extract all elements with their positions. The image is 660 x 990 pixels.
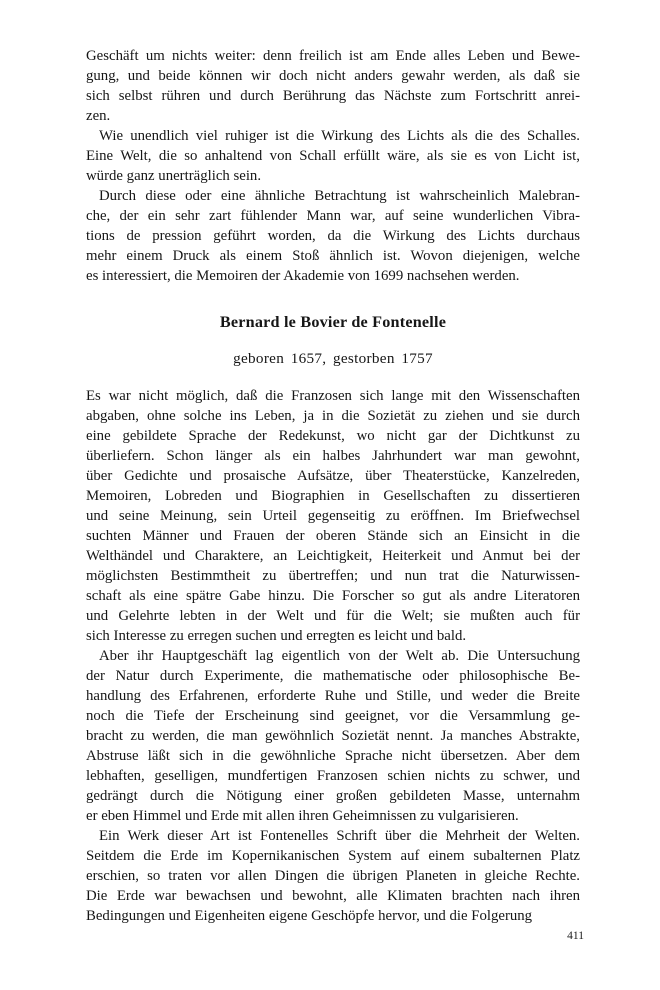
text-line: noch die Tiefe der Erscheinung sind geeignet, vor die Versammlung ge- bbox=[86, 708, 580, 724]
text-line: Seitdem die Erde im Kopernikanischen System auf einem subalternen Platz bbox=[86, 848, 580, 864]
text-line: Welthändel und Charaktere, an Leichtigkeit, Heiterkeit und Anmut bei der bbox=[86, 548, 580, 564]
text-line: über Gedichte und prosaische Aufsätze, über Theaterstücke, Kanzelreden, bbox=[86, 468, 580, 484]
text-line: würde ganz unerträglich sein. bbox=[86, 168, 262, 184]
section-subheading: geboren 1657, gestorben 1757 bbox=[233, 350, 433, 367]
text-line: bracht zu werden, die man gewöhnlich Sozietät nennt. Ja manches Abstrakte, bbox=[86, 728, 580, 744]
text-line: Eine Welt, die so anhaltend von Schall erfüllt wäre, als sie es von Licht ist, bbox=[86, 148, 580, 164]
text-line: überliefern. Schon länger als ein halbes Jahrhundert war man gewohnt, bbox=[86, 448, 580, 464]
text-line: Geschäft um nichts weiter: denn freilich ist am Ende alles Leben und Bewe- bbox=[86, 48, 580, 64]
text-line: abgaben, ohne solche ins Leben, ja in die Sozietät zu ziehen und sie durch bbox=[86, 408, 580, 424]
paragraphs-before-heading bbox=[86, 46, 580, 286]
paragraph bbox=[86, 186, 580, 286]
text-line: Abstruse läßt sich in die gewöhnliche Sprache nicht übersetzen. Aber dem bbox=[86, 748, 580, 764]
text-line: und Gelehrte lebten in der Welt und für die Welt; sie mußten auch für bbox=[86, 608, 580, 624]
paragraph bbox=[86, 46, 580, 126]
text-line: es interessiert, die Memoiren der Akademie von 1699 nachsehen werden. bbox=[86, 268, 520, 284]
paragraphs-after-heading bbox=[86, 386, 580, 926]
text-line: tions de pression geführt worden, da die Wirkung des Lichts durchaus bbox=[86, 228, 580, 244]
text-line: che, der ein sehr zart fühlender Mann war, auf seine wunderlichen Vibra- bbox=[86, 208, 580, 224]
text-line: Es war nicht möglich, daß die Franzosen sich lange mit den Wissenschaften bbox=[86, 388, 580, 404]
text-line: handlung des Erfahrenen, erforderte Ruhe und Stille, und weder die Breite bbox=[86, 688, 580, 704]
text-line: gung, und beide können wir doch nicht anders gewahr werden, als daß sie bbox=[86, 68, 580, 84]
text-line: Ein Werk dieser Art ist Fontenelles Schrift über die Mehrheit der Welten. bbox=[99, 828, 580, 844]
text-column bbox=[86, 46, 580, 926]
text-line: Memoiren, Lobreden und Biographien in Gesellschaften zu dissertieren bbox=[86, 488, 580, 504]
paragraph bbox=[86, 826, 580, 926]
text-line: eine gebildete Sprache der Redekunst, wo nicht gar der Dichtkunst zu bbox=[86, 428, 580, 444]
text-line: er eben Himmel und Erde mit allen ihren Geheimnissen zu vulgarisieren. bbox=[86, 808, 519, 824]
paragraph bbox=[86, 386, 580, 646]
text-line: lebhaften, geselligen, mundfertigen Franzosen schien nichts zu schwer, und bbox=[86, 768, 580, 784]
text-line: Aber ihr Hauptgeschäft lag eigentlich von der Welt ab. Die Untersuchung bbox=[99, 648, 580, 664]
paragraph bbox=[86, 646, 580, 826]
text-line: sich selbst rühren und durch Berührung das Nächste zum Fortschritt anrei- bbox=[86, 88, 580, 104]
section-heading: Bernard le Bovier de Fontenelle bbox=[219, 313, 447, 331]
text-line: Wie unendlich viel ruhiger ist die Wirkung des Lichts als die des Schalles. bbox=[99, 128, 580, 144]
paragraph bbox=[86, 126, 580, 186]
text-line: Die Erde war bewachsen und bewohnt, alle Klimaten brachten nach ihren bbox=[86, 888, 580, 904]
text-line: mehr einem Druck als einem Stoß ähnlich ist. Wovon diejenigen, welche bbox=[86, 248, 580, 264]
text-line: Bedingungen und Eigenheiten eigene Geschöpfe hervor, und die Folgerung bbox=[86, 908, 533, 924]
text-line: sich Interesse zu erregen suchen und erregten es leicht und bald. bbox=[86, 628, 467, 644]
text-line: erschien, so traten vor allen Dingen die übrigen Planeten in gleiche Rechte. bbox=[86, 868, 580, 884]
text-line: möglichsten Bestimmtheit zu übertreffen; und nun trat die Naturwissen- bbox=[86, 568, 580, 584]
text-line: schaft als eine spätre Gabe hinzu. Die Forscher so gut als andre Literatoren bbox=[86, 588, 580, 604]
text-line: Durch diese oder eine ähnliche Betrachtung ist wahrscheinlich Malebran- bbox=[99, 188, 580, 204]
text-line: und seine Meinung, sein Urteil gegenseitig zu eröffnen. Im Briefwechsel bbox=[86, 508, 580, 524]
page-number: 411 bbox=[567, 930, 584, 942]
text-line: der Natur durch Experimente, die mathematische oder philosophische Be- bbox=[86, 668, 580, 684]
text-line: zen. bbox=[86, 108, 111, 124]
text-line: suchten Männer und Frauen der oberen Stände sich an Einsicht in die bbox=[86, 528, 580, 544]
text-line: gedrängt durch die Nötigung einer großen gebildeten Masse, unternahm bbox=[86, 788, 580, 804]
